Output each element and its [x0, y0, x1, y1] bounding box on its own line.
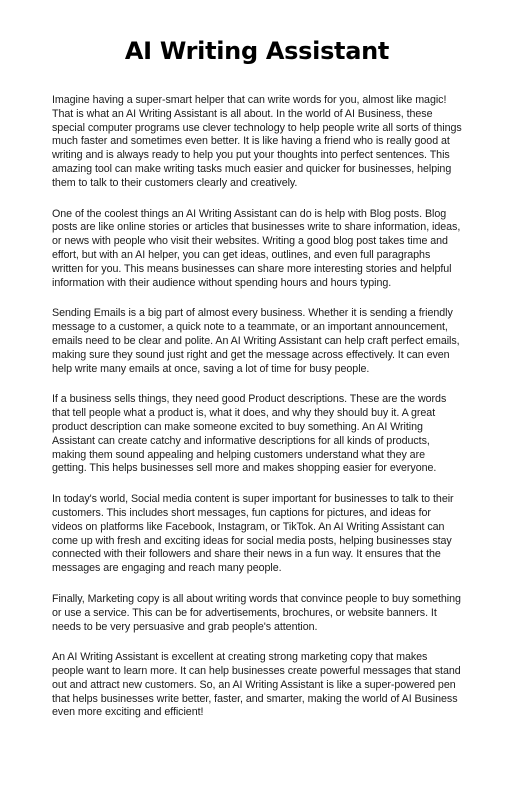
- paragraph-marketing-copy: Finally, Marketing copy is all about writing words that convince people to buy something or use a service. This can be for advertisements, brochures, or website banners. It needs to be very persuasive and grab people's attention.: [52, 592, 461, 633]
- paragraph-emails: Sending Emails is a big part of almost every business. Whether it is sending a friendly message to a customer, a quick note to a teammate, or an important announcement, emails need to be clear and polite. An AI Writing Assistant can help craft perfect emails, making sure they sound just right and get the message across effectively. It can even help write many emails at once, saving a lot of time for busy people.: [52, 307, 460, 375]
- paragraph-blog-posts: One of the coolest things an AI Writing Assistant can do is help with Blog posts. Blog posts are like online stories or articles that businesses write to share information, ideas, or news with people who visit their websites. Writing a good blog post takes time and effort, but with an AI helper, you can get ideas, outlines, and even full paragraphs written for you. This means businesses can share more interesting stories and helpful information with their audience without spending hours and hours typing.: [52, 207, 461, 289]
- paragraph-product-descriptions: If a business sells things, they need good Product descriptions. These are the words that tell people what a product is, what it does, and why they should buy it. A great product description can make someone excited to buy something. An AI Writing Assistant can create catchy and informative descriptions for all kinds of products, making them sound appealing and helping customers understand what they are getting. This helps businesses sell more and makes shopping easier for everyone.: [52, 393, 447, 475]
- document-body: [52, 94, 462, 720]
- paragraph-intro: Imagine having a super-smart helper that can write words for you, almost like magic! That is what an AI Writing Assistant is all about. In the world of AI Business, these special computer programs use clever technology to help people write all sorts of things much faster and sometimes even better. It is like having a friend who is really good at writing and is always ready to help you put your thoughts into perfect sentences. This amazing tool can make writing tasks much easier and quicker for businesses, helping them to talk to their customers clearly and creatively.: [52, 94, 462, 189]
- paragraph-conclusion: An AI Writing Assistant is excellent at creating strong marketing copy that makes people want to learn more. It can help businesses create powerful messages that stand out and attract new customers. So, an AI Writing Assistant is like a super-powered pen that helps businesses write better, faster, and smarter, making the world of AI Business even more exciting and efficient!: [52, 651, 461, 719]
- paragraph-social-media: In today's world, Social media content is super important for businesses to talk to their customers. This includes short messages, fun captions for pictures, and ideas for videos on platforms like Facebook, Instagram, or TikTok. An AI Writing Assistant can come up with fresh and exciting ideas for social media posts, helping businesses stay connected with their followers and share their news in a fun way. It ensures that the messages are engaging and reach many people.: [52, 493, 454, 575]
- document-title: AI Writing Assistant: [124, 37, 390, 65]
